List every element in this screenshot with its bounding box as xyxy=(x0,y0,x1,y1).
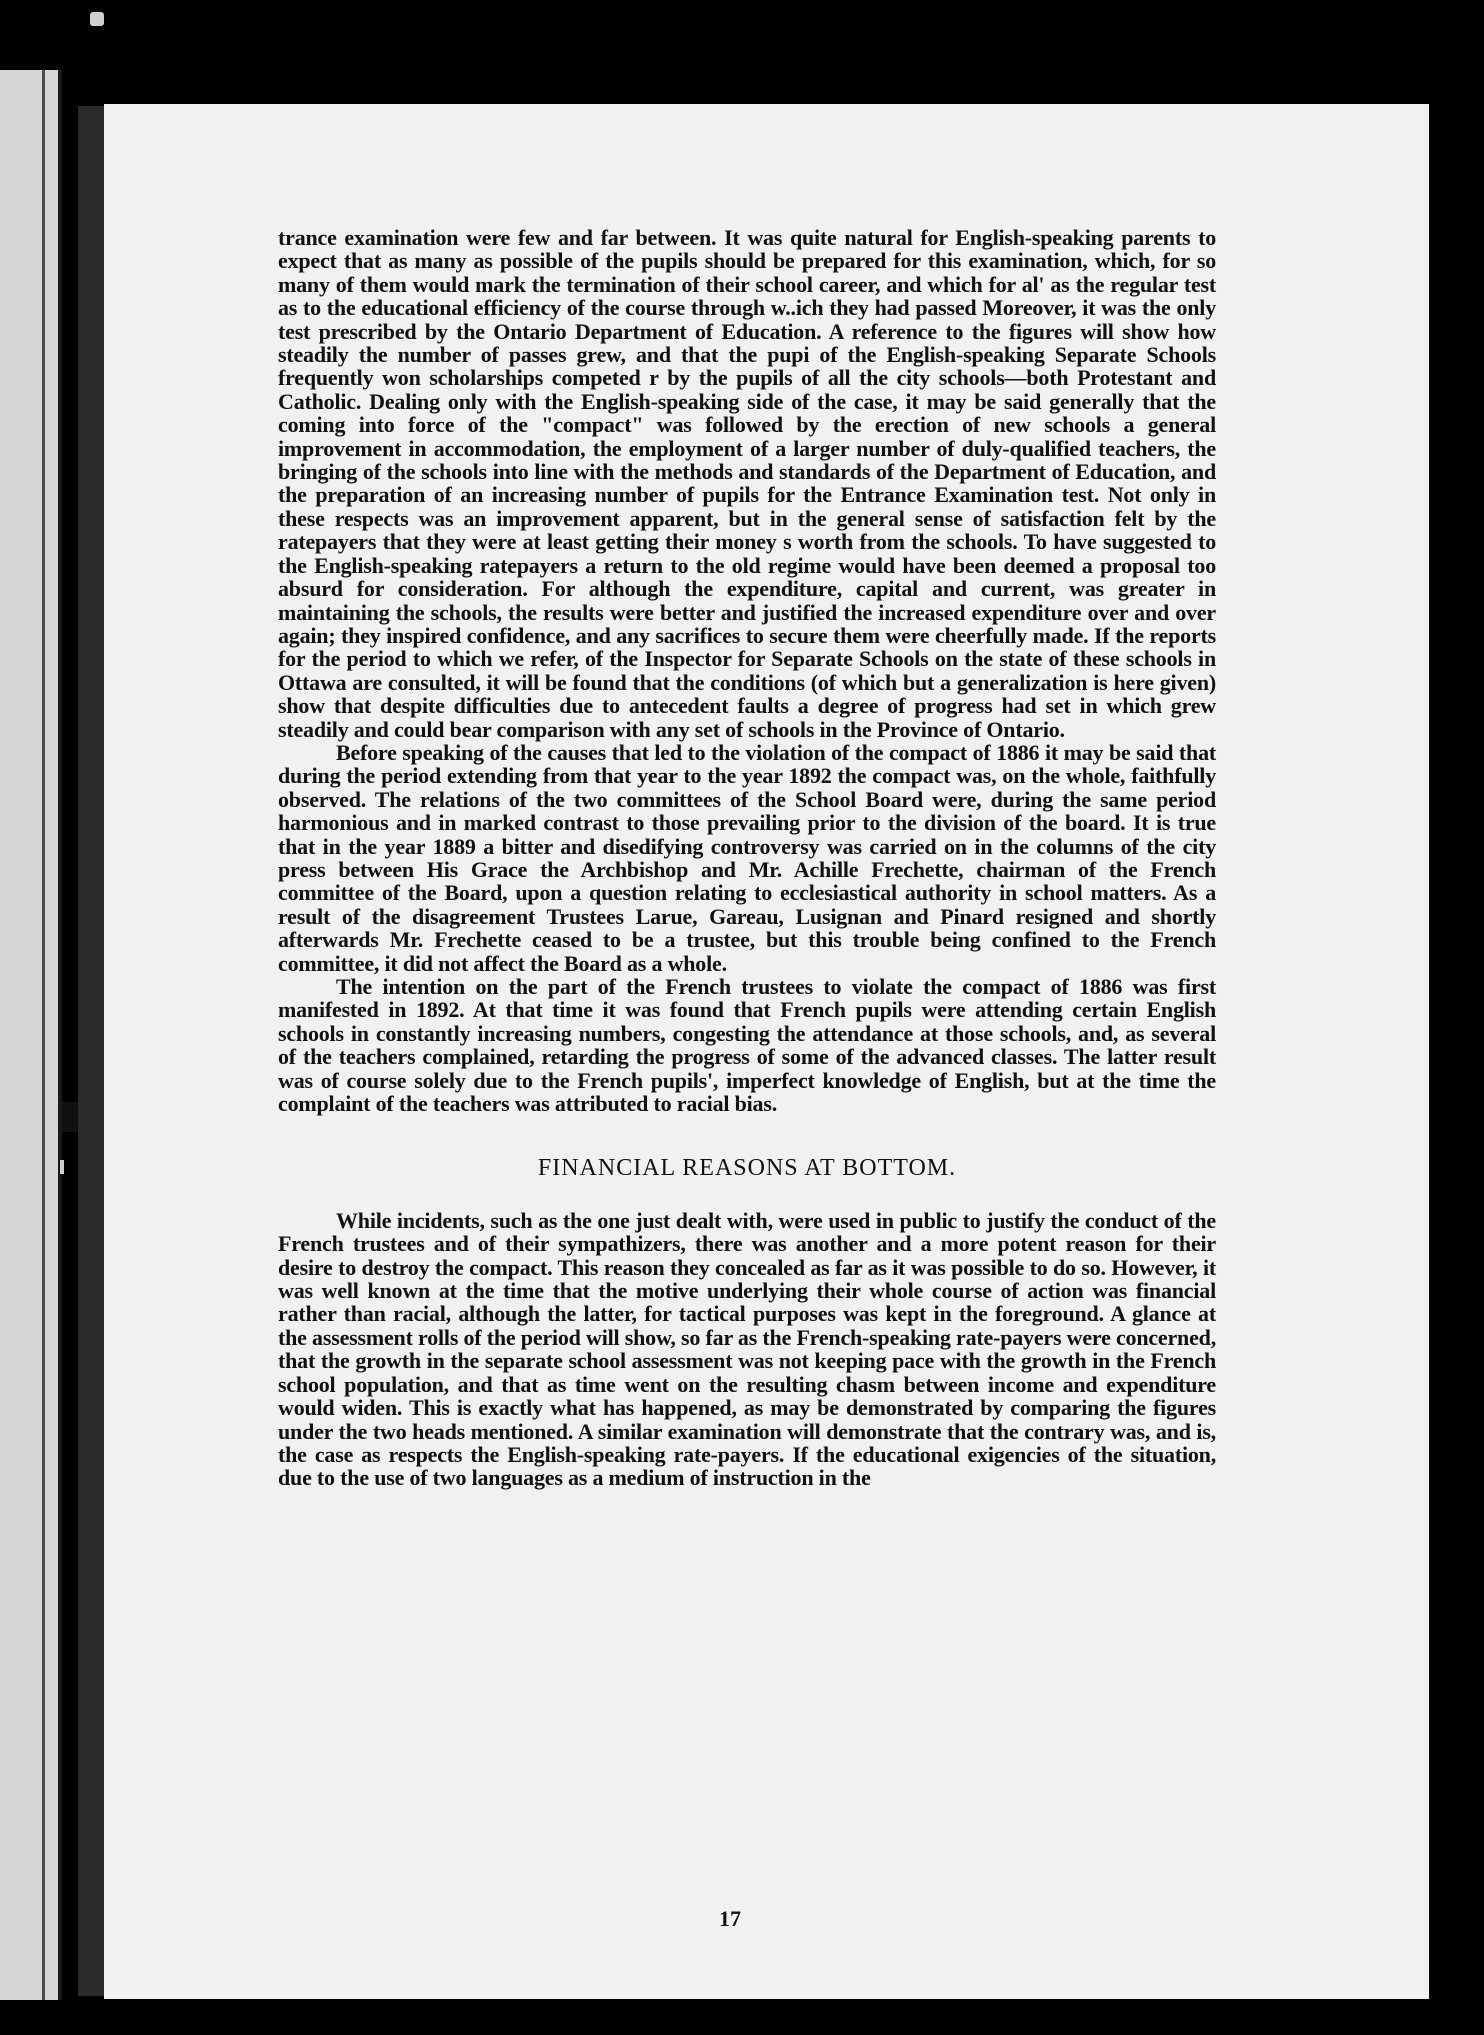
page-shadow xyxy=(78,106,104,1996)
adjacent-page-edge xyxy=(0,70,62,2000)
paragraph: Before speaking of the causes that led to the violation of the compact of 1886 it may be said that during the period extending from that year to the year 1892 the compact was, on the whole, faithfully observed. The relations of the two committees of the School Board were, during the same period harmonious and in marked contrast to those prevailing prior to the division of the board. It is true that in the year 1889 a bitter and disedifying controversy was carried on in the columns of the city press between His Grace the Archbishop and Mr. Achille Frechette, chairman of the French committee of the Board, upon a question relating to ecclesiastical authority in school matters. As a result of the disagreement Trustees Larue, Gareau, Lusignan and Pinard resigned and shortly afterwards Mr. Frechette ceased to be a trustee, but this trouble being confined to the French committee, it did not affect the Board as a whole. xyxy=(278,739,1216,976)
document-body xyxy=(278,226,1216,1490)
paragraph: While incidents, such as the one just dealt with, were used in public to justify the conduct of the French trustees and of their sympathizers, there was another and a more potent reason for their desire to destroy the compact. This reason they concealed as far as it was possible to do so. However, it was well known at the time that the motive underlying their whole course of action was financial rather than racial, although the latter, for tactical purposes was kept in the foreground. A glance at the assessment rolls of the period will show, so far as the French-speaking rate-payers were concerned, that the growth in the separate school assessment was not keeping pace with the growth in the French school population, and that as time went on the resulting chasm between income and expenditure would widen. This is exactly what has happened, as may be demonstrated by comparing the figures under the two heads mentioned. A similar examination will demonstrate that the contrary was, and is, the case as respects the English-speaking rate-payers. If the educational exigencies of the situation, due to the use of two languages as a medium of instruction in the xyxy=(278,1207,1216,1491)
scan-artifact-mark xyxy=(90,12,104,26)
section-heading: FINANCIAL REASONS AT BOTTOM. xyxy=(537,1155,957,1182)
paragraph: The intention on the part of the French trustees to violate the compact of 1886 was first manifested in 1892. At that time it was found that French pupils were attending certain English schools in constantly increasing numbers, congesting the attendance at those schools, and, as several of the teachers complained, retarding the progress of some of the advanced classes. The latter result was of course solely due to the French pupils', imperfect knowledge of English, but at the time the complaint of the teachers was attributed to racial bias. xyxy=(278,974,1216,1117)
paragraph: trance examination were few and far between. It was quite natural for English-speaking parents to expect that as many as possible of the pupils should be prepared for this examination, which, for so many of them would mark the termination of their school career, and which for al' as the regular test as to the educational efficiency of the course through w..ich they had passed Moreover, it was the only test prescribed by the Ontario Department of Education. A reference to the figures will show how steadily the number of passes grew, and that the pupi of the English-speaking Separate Schools frequently won scholarships competed r by the pupils of all the city schools—both Protestant and Catholic. Dealing only with the English-speaking side of the case, it may be said generally that the coming into force of the "compact" was followed by the erection of new schools a general improvement in accommodation, the employment of a larger number of duly-qualified teachers, the bringing of the schools into line with the methods and standards of the Department of Education, and the preparation of an increasing number of pupils for the Entrance Examination test. Not only in these respects was an improvement apparent, but in the general sense of satisfaction felt by the ratepayers that they were at least getting their money s worth from the schools. To have suggested to the English-speaking ratepayers a return to the old regime would have been deemed a proposal too absurd for consideration. For although the expenditure, capital and current, was greater in maintaining the schools, the results were better and justified the increased expenditure over and over again; they inspired confidence, and any sacrifices to secure them were cheerfully made. If the reports for the period to which we refer, of the Inspector for Separate Schools on the state of these schools in Ottawa are consulted, it will be found that the conditions (of which but a generalization is here given) show that despite difficulties due to antecedent faults a degree of progress had set in which grew steadily and could bear comparison with any set of schools in the Province of Ontario. xyxy=(278,225,1216,742)
scan-artifact-mark xyxy=(62,1102,78,1132)
binding-line xyxy=(42,70,45,2000)
page-number: 17 xyxy=(719,1906,741,1931)
scan-artifact-mark xyxy=(60,1160,64,1174)
